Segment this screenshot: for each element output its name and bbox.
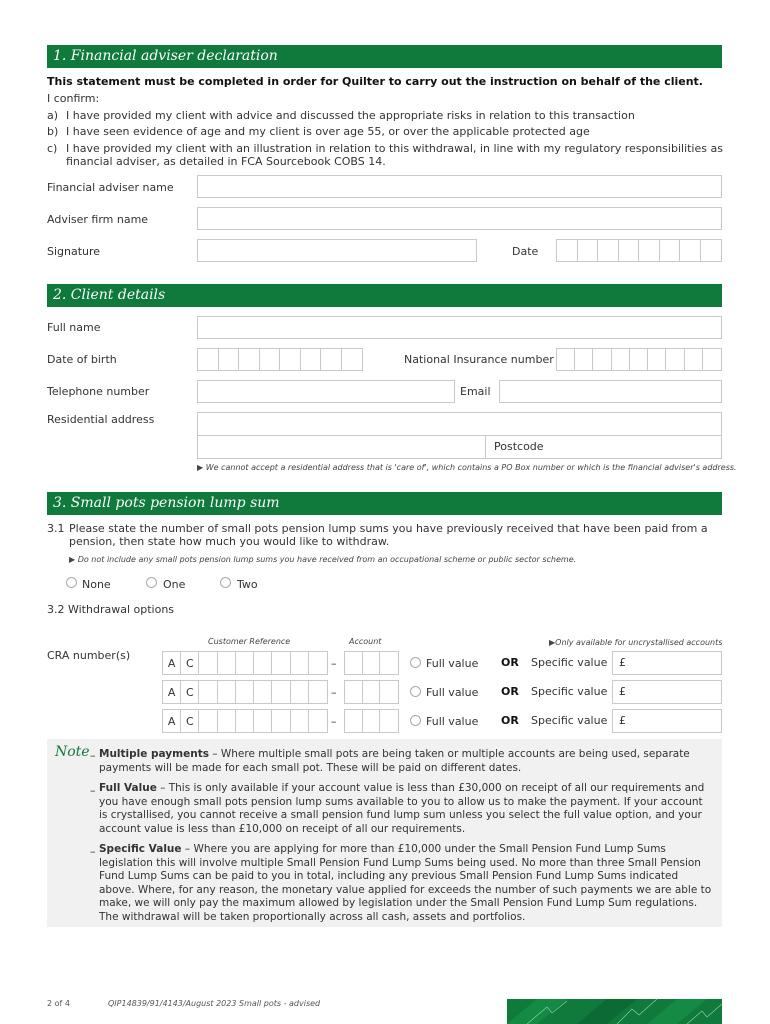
option-one-label: One xyxy=(163,578,186,591)
address-note: ▶ We cannot accept a residential address that is 'care of', which contains a PO Box number or which is the financial adviser's address. xyxy=(197,463,737,472)
cra-account-input[interactable] xyxy=(344,651,399,675)
q32-label: 3.2 Withdrawal options xyxy=(47,603,175,616)
cra-prefix-c: C xyxy=(181,710,199,732)
phone-input[interactable] xyxy=(197,380,455,403)
confirm-c-text-2: financial adviser, as detailed in FCA Sourcebook COBS 14. xyxy=(66,155,386,168)
option-one-radio[interactable] xyxy=(146,577,157,588)
full-value-label: Full value xyxy=(426,686,479,699)
note-dash-1: – xyxy=(90,749,96,762)
confirm-c-text: I have provided my client with an illustration in relation to this withdrawal, in line with my regulatory responsibilities as xyxy=(66,142,723,155)
full-name-label: Full name xyxy=(47,321,101,334)
brand-pattern-graphic xyxy=(507,999,722,1024)
confirm-a-text: I have provided my client with advice and discussed the appropriate risks in relation to this transaction xyxy=(66,109,635,122)
uncrystallised-note: ▶Only available for uncrystallised accounts xyxy=(549,638,723,647)
note-dash-3: – xyxy=(90,845,96,858)
full-value-label: Full value xyxy=(426,715,479,728)
address-input-line1[interactable] xyxy=(197,412,722,436)
cra-dash: – xyxy=(331,657,337,670)
adviser-name-input[interactable] xyxy=(197,175,722,198)
cra-dash: – xyxy=(331,686,337,699)
ni-label: National Insurance number xyxy=(404,353,554,366)
full-value-radio[interactable] xyxy=(410,715,421,726)
confirm-label: I confirm: xyxy=(47,92,100,105)
pound-sign: £ xyxy=(619,685,626,698)
address-label: Residential address xyxy=(47,413,155,426)
note-p3-head: Specific Value xyxy=(99,843,182,855)
or-label: OR xyxy=(501,714,519,727)
confirm-a-letter: a) xyxy=(47,109,59,122)
document-reference: QIP14839/91/4143/August 2023 Small pots - advised xyxy=(108,999,321,1008)
confirm-b-text: I have seen evidence of age and my client is over age 55, or over the applicable protected age xyxy=(66,125,590,138)
q31-text-line1: Please state the number of small pots pension lump sums you have previously received that have been paid from a xyxy=(69,522,708,535)
option-none-label: None xyxy=(82,578,111,591)
cra-account-input[interactable] xyxy=(344,680,399,704)
customer-reference-label: Customer Reference xyxy=(208,637,291,646)
note-full-value xyxy=(99,782,714,836)
adviser-date-input[interactable] xyxy=(556,239,722,262)
full-value-radio[interactable] xyxy=(410,686,421,697)
cra-reference-input[interactable] xyxy=(162,651,328,675)
specific-value-label: Specific value xyxy=(531,656,608,669)
q31-number: 3.1 xyxy=(47,522,65,535)
full-name-input[interactable] xyxy=(197,316,722,339)
date-label: Date xyxy=(512,245,539,258)
section-3-title: 3. Small pots pension lump sum xyxy=(47,492,722,515)
phone-label: Telephone number xyxy=(47,385,150,398)
specific-value-input[interactable] xyxy=(612,651,722,675)
or-label: OR xyxy=(501,656,519,669)
dob-label: Date of birth xyxy=(47,353,117,366)
cra-reference-input[interactable] xyxy=(162,709,328,733)
cra-reference-input[interactable] xyxy=(162,680,328,704)
account-label: Account xyxy=(349,637,382,646)
page-number: 2 of 4 xyxy=(47,999,70,1008)
specific-value-label: Specific value xyxy=(531,714,608,727)
section-1-title: 1. Financial adviser declaration xyxy=(47,45,722,68)
cra-prefix-a: A xyxy=(163,652,181,674)
specific-value-input[interactable] xyxy=(612,709,722,733)
option-two-radio[interactable] xyxy=(220,577,231,588)
or-label: OR xyxy=(501,685,519,698)
signature-label: Signature xyxy=(47,245,101,258)
postcode-label: Postcode xyxy=(494,440,544,453)
pound-sign: £ xyxy=(619,714,626,727)
note-p2-body: – This is only available if your account value is less than £30,000 on receipt of all our requirements and you have enough small pots pension lump sums available to you to allow us to make the payment. If your account is crystallised, you cannot receive a small pension fund lump sum unless you select the full value option, and your account value is less than £10,000 on receipt of all our requirements. xyxy=(99,782,705,835)
cra-account-input[interactable] xyxy=(344,709,399,733)
full-value-radio[interactable] xyxy=(410,657,421,668)
cra-dash: – xyxy=(331,715,337,728)
email-input[interactable] xyxy=(499,380,722,403)
pound-sign: £ xyxy=(619,656,626,669)
note-dash-2: – xyxy=(90,784,96,797)
firm-name-label: Adviser firm name xyxy=(47,213,149,226)
cra-label: CRA number(s) xyxy=(47,649,131,662)
cra-prefix-c: C xyxy=(181,681,199,703)
declaration-statement: This statement must be completed in order for Quilter to carry out the instruction on behalf of the client. xyxy=(47,75,703,88)
full-value-label: Full value xyxy=(426,657,479,670)
adviser-name-label: Financial adviser name xyxy=(47,181,174,194)
q31-text-line2: pension, then state how much you would like to withdraw. xyxy=(69,535,390,548)
note-p3-body: – Where you are applying for more than £10,000 under the Small Pension Fund Lump Sums legislation this will involve multiple Small Pension Fund Lump Sums being used. No more than three Small Pension Fund Lump Sums can be paid to you in total, including any previous Small Pension Fund Lump Sums indicated above. Where, for any reason, the monetary value applied for exceeds the number of such payments we are able to make, we will only pay the maximum allowed by legislation under the Small Pension Fund Lump Sum regulations. The withdrawal will be taken proportionally across all cash, assets and portfolios. xyxy=(99,843,712,923)
cra-prefix-a: A xyxy=(163,681,181,703)
firm-name-input[interactable] xyxy=(197,207,722,230)
option-none-radio[interactable] xyxy=(66,577,77,588)
dob-input[interactable] xyxy=(197,348,363,371)
email-label: Email xyxy=(460,385,491,398)
cra-prefix-a: A xyxy=(163,710,181,732)
section-2-title: 2. Client details xyxy=(47,284,722,307)
specific-value-label: Specific value xyxy=(531,685,608,698)
cra-prefix-c: C xyxy=(181,652,199,674)
note-multiple-payments xyxy=(99,748,711,775)
note-p1-head: Multiple payments xyxy=(99,748,209,760)
note-specific-value xyxy=(99,843,714,924)
ni-input[interactable] xyxy=(556,348,722,371)
option-two-label: Two xyxy=(237,578,258,591)
confirm-b-letter: b) xyxy=(47,125,59,138)
address-input-line2[interactable] xyxy=(197,435,486,459)
note-label: Note xyxy=(55,744,90,760)
signature-input[interactable] xyxy=(197,239,477,262)
specific-value-input[interactable] xyxy=(612,680,722,704)
note-p1-body: – Where multiple small pots are being taken or multiple accounts are being used, separate payments will be made for each small pot. These will be paid on different dates. xyxy=(99,748,690,774)
q31-note: ▶ Do not include any small pots pension lump sums you have received from an occupational scheme or public sector scheme. xyxy=(69,555,577,564)
confirm-c-letter: c) xyxy=(47,142,58,155)
note-p2-head: Full Value xyxy=(99,782,157,794)
